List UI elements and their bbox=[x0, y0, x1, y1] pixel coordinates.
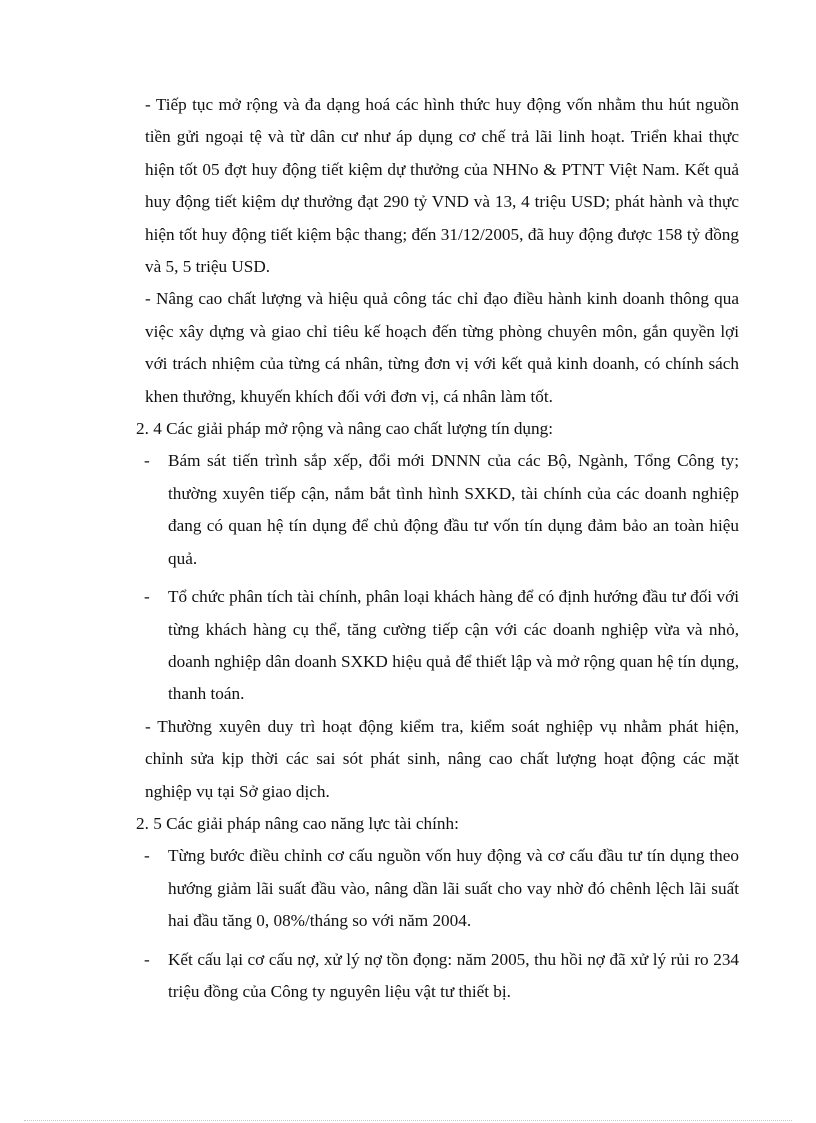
list-item bbox=[136, 445, 739, 575]
bullet-dash: - bbox=[144, 451, 150, 471]
list-item bbox=[136, 840, 739, 937]
list-item bbox=[136, 944, 739, 1009]
paragraph-management-quality: - Nâng cao chất lượng và hiệu quả công tác chỉ đạo điều hành kinh doanh thông qua việc xây dựng và giao chỉ tiêu kế hoạch đến từng phòng chuyên môn, gắn quyền lợi với trách nhiệm của từng cá nhân, từng đơn vị với kết quả kinh doanh, có chính sách khen thưởng, khuyến khích đối với đơn vị, cá nhân làm tốt. bbox=[145, 289, 739, 406]
paragraph-inspection: - Thường xuyên duy trì hoạt động kiểm tra, kiểm soát nghiệp vụ nhằm phát hiện, chỉnh sửa kịp thời các sai sót phát sinh, nâng cao chất lượng hoạt động các mặt nghiệp vụ tại Sở giao dịch. bbox=[145, 716, 739, 801]
list-item-text: Từng bước điều chỉnh cơ cấu nguồn vốn huy động và cơ cấu đầu tư tín dụng theo hướng giảm lãi suất đầu vào, nâng dần lãi suất cho vay nhờ đó chênh lệch lãi suất hai đầu tăng 0, 08%/tháng so với năm 2004. bbox=[168, 846, 739, 931]
bullet-dash: - bbox=[144, 587, 150, 607]
bullet-dash: - bbox=[144, 949, 150, 969]
list-item-text: Bám sát tiến trình sắp xếp, đổi mới DNNN của các Bộ, Ngành, Tổng Công ty; thường xuyên tiếp cận, nắm bắt tình hình SXKD, tài chính của các doanh nghiệp đang có quan hệ tín dụng để chủ động đầu tư vốn tín dụng đảm bảo an toàn hiệu quả. bbox=[168, 451, 739, 568]
page-bottom-divider bbox=[24, 1120, 792, 1121]
section-heading-credit: 2. 4 Các giải pháp mở rộng và nâng cao chất lượng tín dụng: bbox=[136, 419, 553, 439]
document-body bbox=[136, 89, 739, 1008]
list-item-text: Tổ chức phân tích tài chính, phân loại khách hàng để có định hướng đầu tư đối với từng khách hàng cụ thể, tăng cường tiếp cận với các doanh nghiệp vừa và nhỏ, doanh nghiệp dân doanh SXKD hiệu quả để thiết lập và mở rộng quan hệ tín dụng, thanh toán. bbox=[168, 587, 739, 704]
bullet-dash: - bbox=[144, 846, 150, 866]
list-item-text: Kết cấu lại cơ cấu nợ, xử lý nợ tồn đọng: năm 2005, thu hồi nợ đã xử lý rủi ro 234 triệu đồng của Công ty nguyên liệu vật tư thiết bị. bbox=[168, 949, 739, 1001]
section-heading-finance: 2. 5 Các giải pháp nâng cao năng lực tài chính: bbox=[136, 813, 459, 833]
list-item bbox=[136, 581, 739, 711]
paragraph-capital-mobilization: - Tiếp tục mở rộng và đa dạng hoá các hình thức huy động vốn nhằm thu hút nguồn tiền gửi ngoại tệ và từ dân cư như áp dụng cơ chế trả lãi linh hoạt. Triển khai thực hiện tốt 05 đợt huy động tiết kiệm dự thưởng của NHNo & PTNT Việt Nam. Kết quả huy động tiết kiệm dự thưởng đạt 290 tỷ VND và 13, 4 triệu USD; phát hành và thực hiện tốt huy động tiết kiệm bậc thang; đến 31/12/2005, đã huy động được 158 tỷ đồng và 5, 5 triệu USD. bbox=[145, 95, 739, 277]
